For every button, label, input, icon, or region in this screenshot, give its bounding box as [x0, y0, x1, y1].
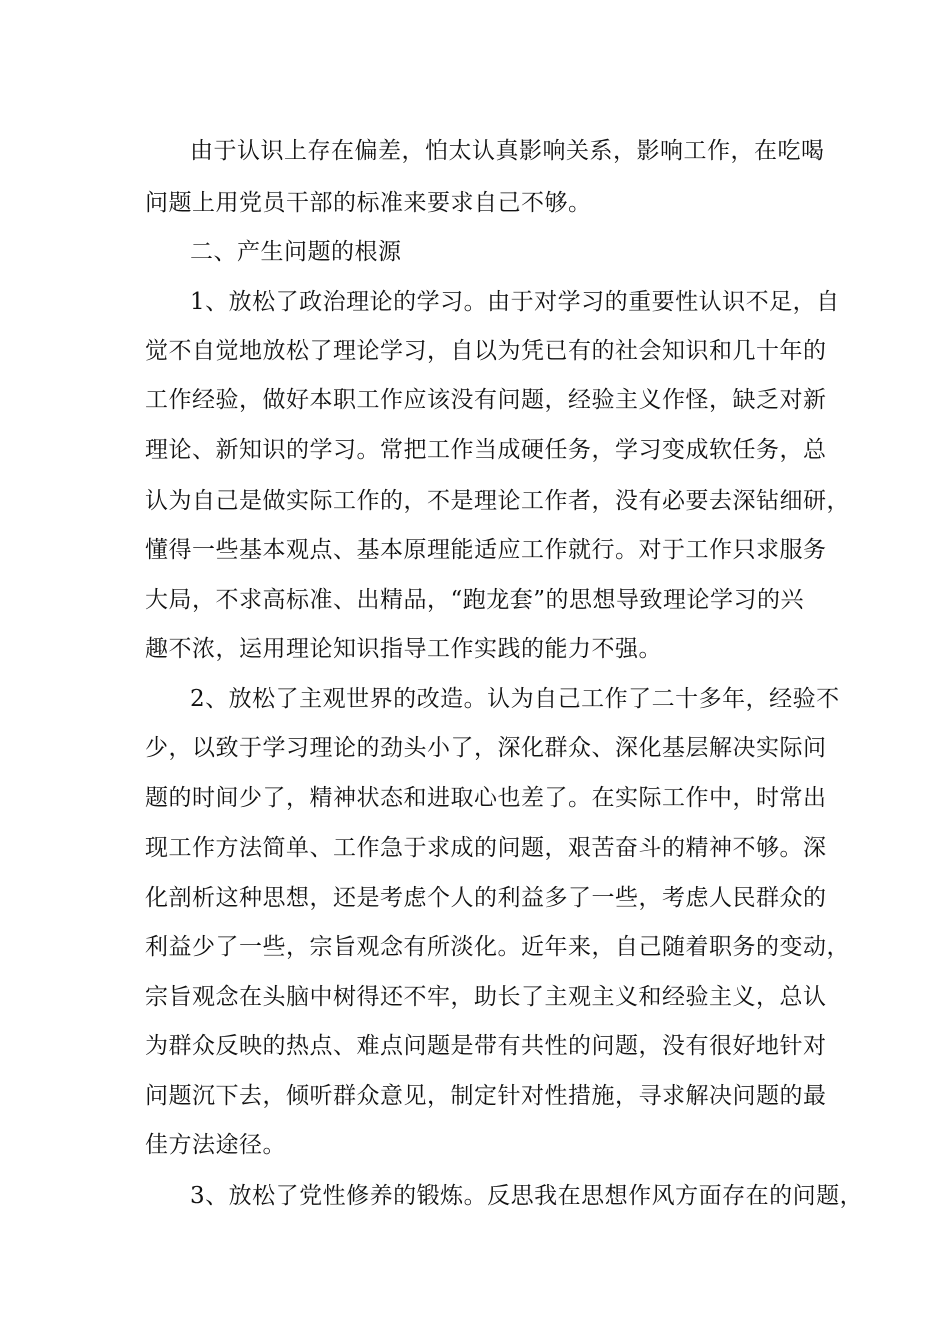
paragraph-line: 问题沉下去，倾听群众意见，制定针对性措施，寻求解决问题的最 [145, 1083, 827, 1109]
paragraph-line: 宗旨观念在头脑中树得还不牢，助长了主观主义和经验主义，总认 [145, 984, 827, 1010]
paragraph-line: 问题上用党员干部的标准来要求自己不够。 [145, 190, 592, 216]
paragraph-line: 大局，不求高标准、出精品，“跑龙套”的思想导致理论学习的兴 [145, 587, 805, 613]
paragraph-line: 现工作方法简单、工作急于求成的问题，艰苦奋斗的精神不够。深 [145, 835, 827, 861]
paragraph-line: 工作经验，做好本职工作应该没有问题，经验主义作怪，缺乏对新 [145, 387, 827, 413]
paragraph-line: 由于认识上存在偏差，怕太认真影响关系，影响工作，在吃喝 [190, 138, 825, 164]
paragraph-line: 觉不自觉地放松了理论学习，自以为凭已有的社会知识和几十年的 [145, 338, 827, 364]
paragraph-line: 懂得一些基本观点、基本原理能适应工作就行。对于工作只求服务 [145, 537, 827, 563]
paragraph-line: 题的时间少了，精神状态和进取心也差了。在实际工作中，时常出 [145, 785, 827, 811]
paragraph-line: 利益少了一些，宗旨观念有所淡化。近年来，自己随着职务的变动， [145, 934, 850, 960]
paragraph-line: 化剖析这种思想，还是考虑个人的利益多了一些，考虑人民群众的 [145, 885, 827, 911]
paragraph-line: 为群众反映的热点、难点问题是带有共性的问题，没有很好地针对 [145, 1033, 827, 1059]
paragraph-line: 少，以致于学习理论的劲头小了，深化群众、深化基层解决实际问 [145, 735, 827, 761]
paragraph-line: 1、放松了政治理论的学习。由于对学习的重要性认识不足，自 [190, 289, 840, 315]
paragraph-line: 2、放松了主观世界的改造。认为自己工作了二十多年，经验不 [190, 686, 840, 712]
paragraph-line: 3、放松了党性修养的锻炼。反思我在思想作风方面存在的问题， [190, 1183, 864, 1209]
paragraph-line: 佳方法途径。 [145, 1132, 286, 1158]
paragraph-line: 认为自己是做实际工作的，不是理论工作者，没有必要去深钻细研， [145, 488, 850, 514]
paragraph-line: 趣不浓，运用理论知识指导工作实践的能力不强。 [145, 636, 662, 662]
section-heading: 二、产生问题的根源 [190, 239, 402, 265]
paragraph-line: 理论、新知识的学习。常把工作当成硬任务，学习变成软任务，总 [145, 437, 827, 463]
